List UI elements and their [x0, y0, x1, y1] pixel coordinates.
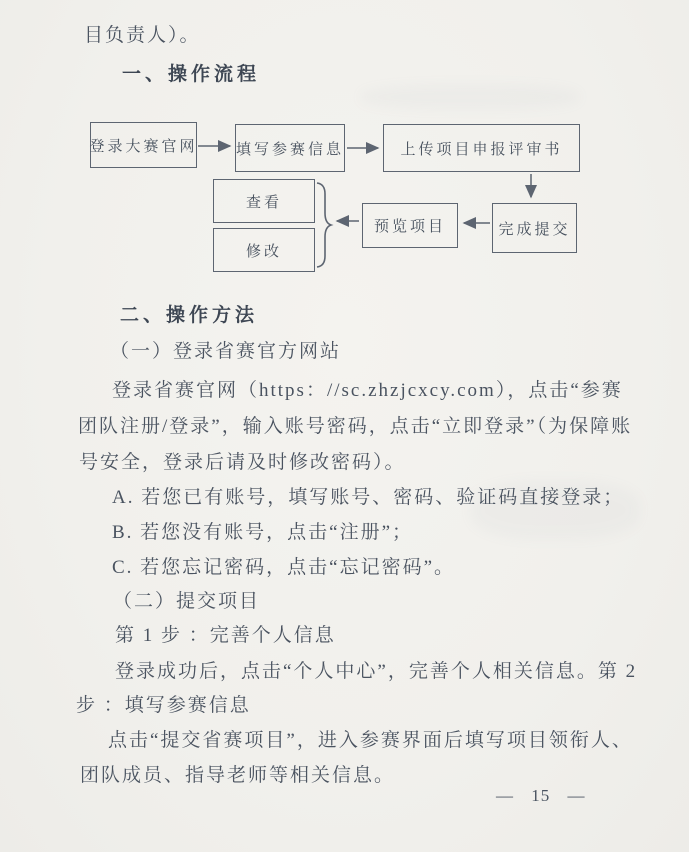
login-paragraph-line: 号安全，登录后请及时修改密码）。: [79, 452, 406, 473]
step1-title-line: 第 1 步 ：完善个人信息: [115, 625, 336, 646]
section1-heading: 一、操作流程: [122, 64, 261, 85]
flow-box-modify: 修改: [213, 228, 315, 272]
brace: [317, 183, 331, 267]
subsection2-heading: （二）提交项目: [113, 591, 261, 612]
carryover-text: 目负责人）。: [84, 25, 201, 46]
flow-box-submit: 完成提交: [492, 203, 577, 253]
login-paragraph-line: 团队注册/登录”，输入账号密码，点击“立即登录”（为保障账: [78, 416, 633, 437]
step1-paragraph-line: 登录成功后，点击“个人中心”，完善个人相关信息。第 2: [115, 661, 638, 682]
section2-heading: 二、操作方法: [120, 305, 259, 326]
flow-box-fill-info: 填写参赛信息: [235, 124, 345, 172]
flow-box-login: 登录大赛官网: [90, 122, 197, 168]
flow-box-upload: 上传项目申报评审书: [383, 124, 580, 172]
step2-paragraph-line: 点击“提交省赛项目”，进入参赛界面后填写项目领衔人、: [108, 730, 633, 751]
page-number: — 15 —: [496, 786, 586, 805]
step2-paragraph-line: 团队成员、指导老师等相关信息。: [80, 765, 396, 786]
option-c-line: C. 若您忘记密码，点击“忘记密码”。: [112, 557, 456, 578]
subsection1-heading: （一）登录省赛官方网站: [110, 341, 342, 362]
step1-paragraph-line: 步 ：填写参赛信息: [76, 695, 251, 716]
flow-box-preview: 预览项目: [362, 203, 458, 248]
option-a-line: A. 若您已有账号，填写账号、密码、验证码直接登录；: [112, 487, 625, 508]
login-paragraph-line: 登录省赛官网（https：//sc.zhzjcxcy.com），点击“参赛: [112, 380, 623, 401]
bleedthrough-artifact: [360, 84, 580, 110]
option-b-line: B. 若您没有账号，点击“注册”；: [112, 522, 414, 543]
flow-box-view: 查看: [213, 179, 315, 223]
